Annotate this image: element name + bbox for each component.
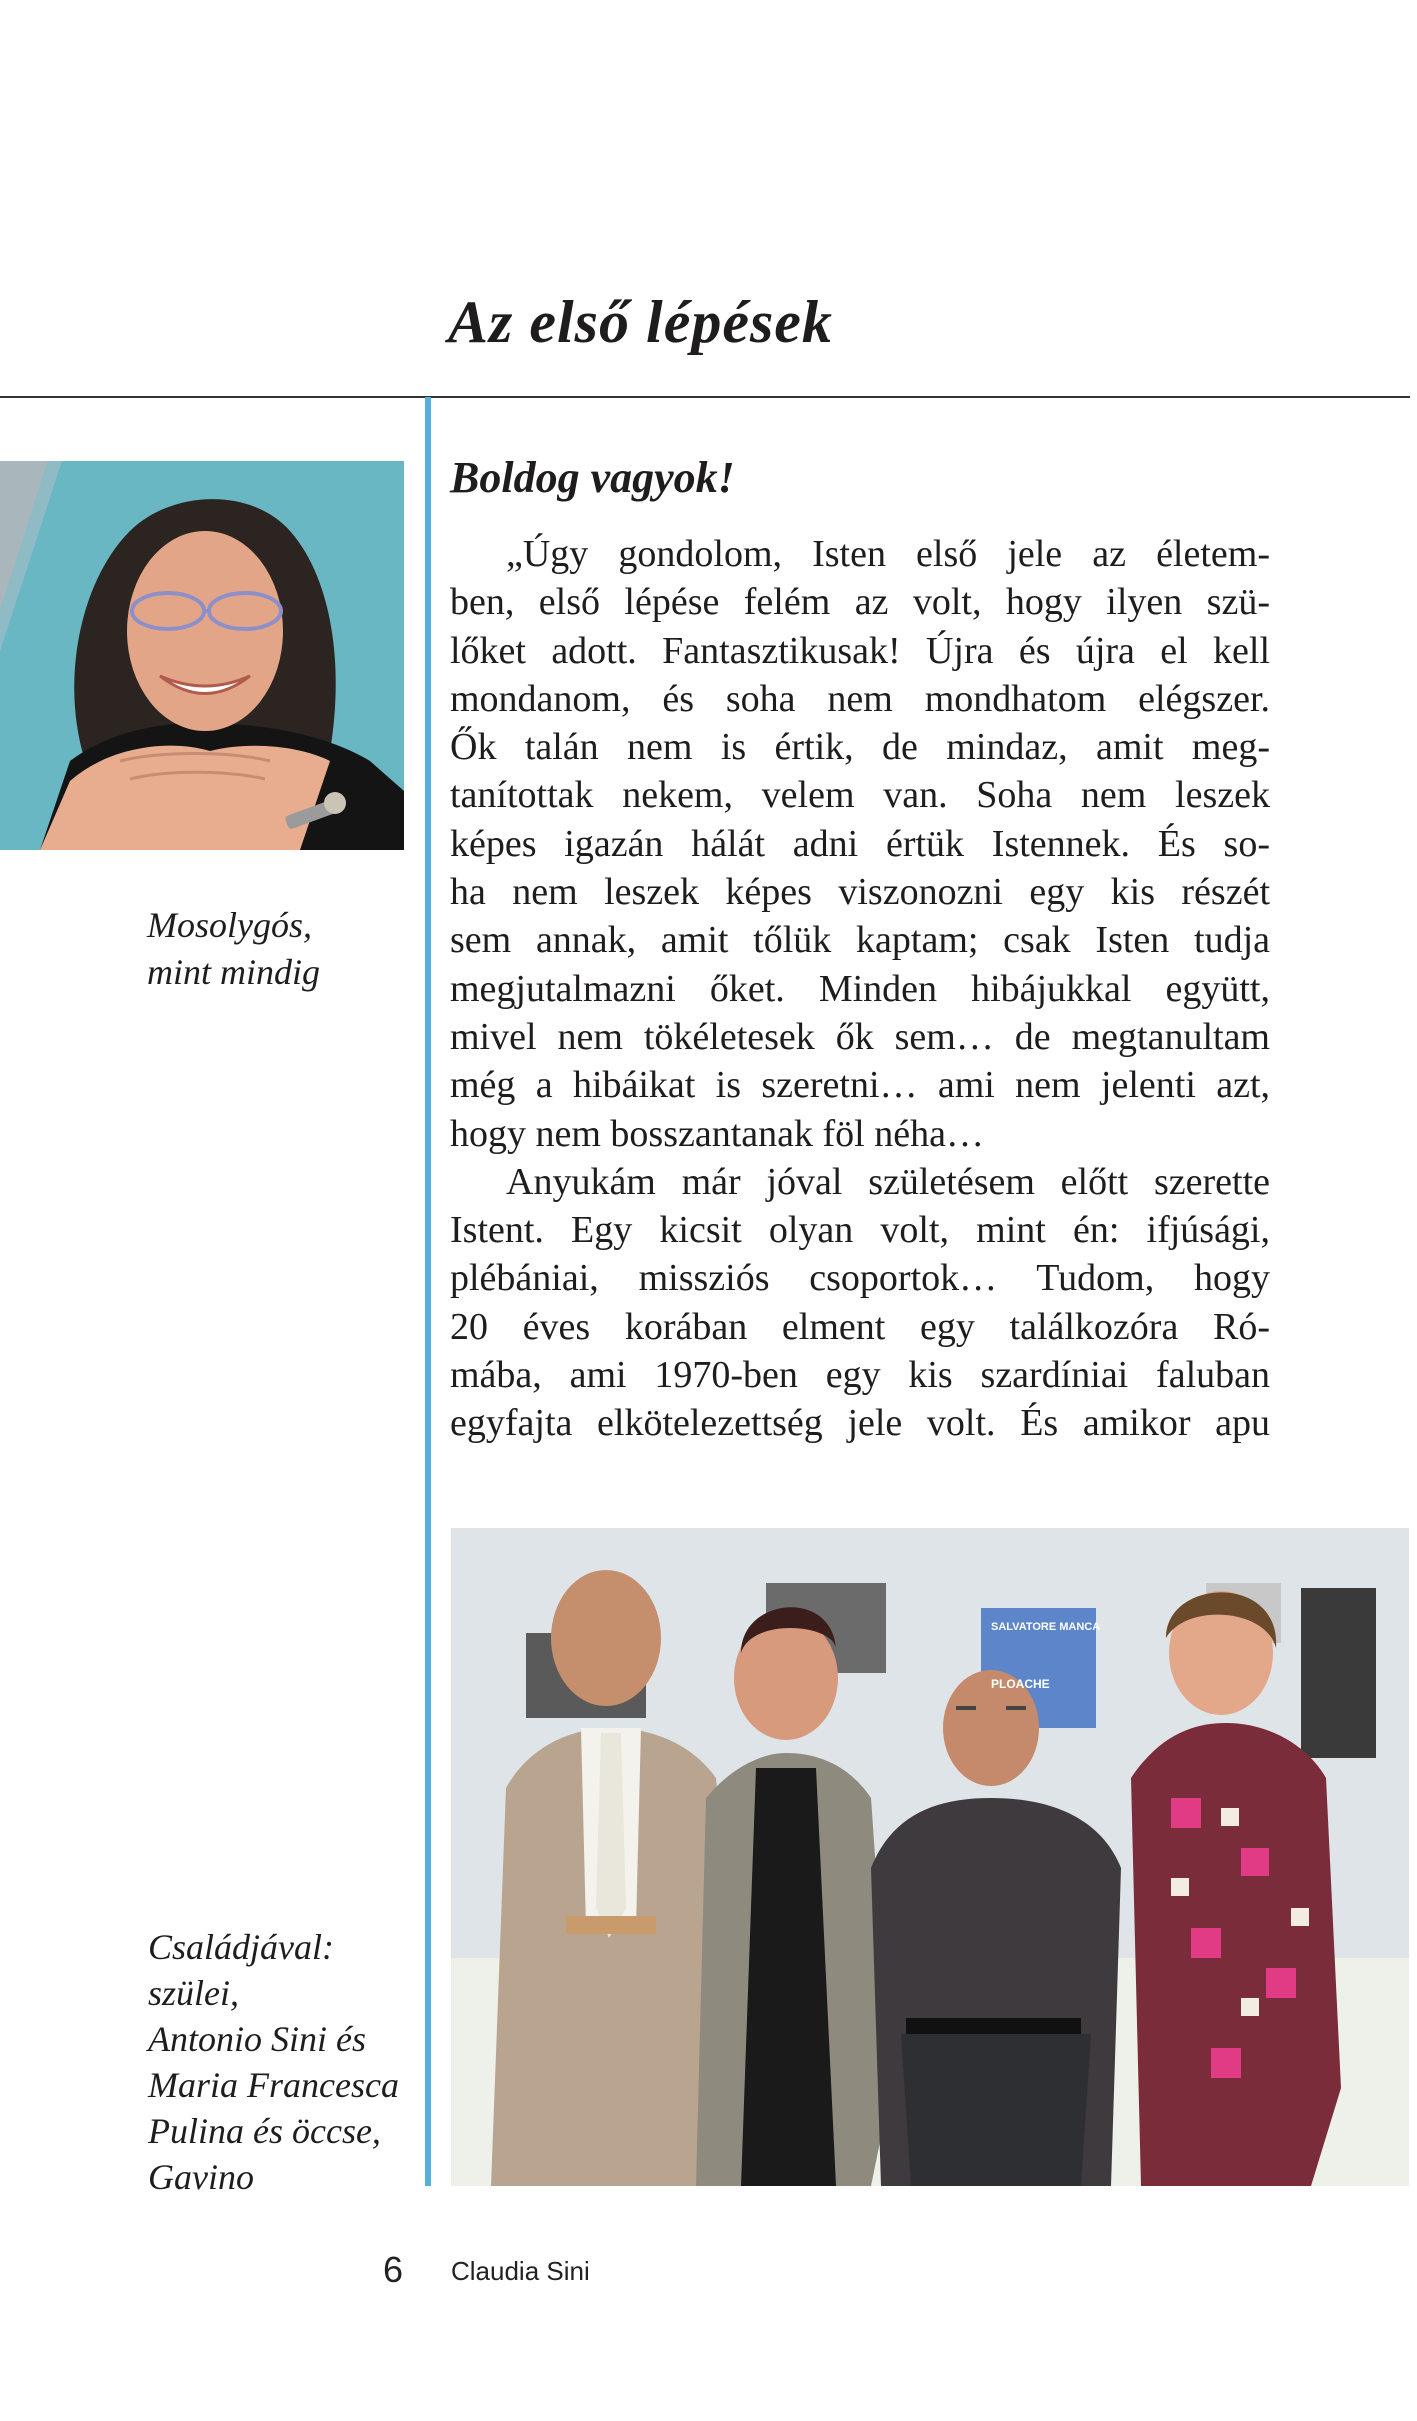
text-line: Ők talán nem is értik, de mindaz, amit meg- xyxy=(450,726,1270,769)
caption-line: Mosolygós, xyxy=(147,905,312,945)
portrait-photo xyxy=(0,461,404,850)
text-line: 20 éves korában elment egy találkozóra Ró- xyxy=(450,1305,1270,1348)
text-line: plébániai, missziós csoportok… Tudom, hogy xyxy=(450,1257,1270,1300)
poster-title: SALVATORE MANCA xyxy=(991,1621,1101,1633)
text-line: mába, ami 1970-ben egy kis szardíniai faluban xyxy=(450,1354,1270,1397)
text-line: ben, első lépése felém az volt, hogy ilyen szü- xyxy=(450,581,1270,624)
caption-line: Családjával: xyxy=(148,1927,334,1967)
poster-footer: PLOACHE xyxy=(991,1677,1050,1691)
text-line: sem annak, amit tőlük kaptam; csak Isten tudja xyxy=(450,919,1270,962)
text-line: tanítottak nekem, velem van. Soha nem leszek xyxy=(450,774,1270,817)
caption-line: Antonio Sini és xyxy=(148,2019,366,2059)
chapter-title: Az első lépések xyxy=(448,289,833,355)
margin-accent-rule xyxy=(425,397,431,2186)
text-line: „Úgy gondolom, Isten első jele az életem- xyxy=(506,533,1270,575)
text-line: ha nem leszek képes viszonozni egy kis részét xyxy=(450,871,1270,914)
body-text xyxy=(450,530,1270,1448)
text-line: még a hibáikat is szeretni… ami nem jelenti azt, xyxy=(450,1064,1270,1107)
page-number: 6 xyxy=(383,2249,404,2290)
text-line: mivel nem tökéletesek ők sem… de megtanultam xyxy=(450,1015,1270,1058)
text-line: egyfajta elkötelezettség jele volt. És amikor apu xyxy=(450,1402,1270,1445)
caption-line: Maria Francesca xyxy=(148,2065,399,2105)
wall-picture xyxy=(1301,1588,1376,1758)
running-footer-author: Claudia Sini xyxy=(451,2256,590,2286)
caption-line: Gavino xyxy=(148,2157,254,2197)
text-line: képes igazán hálát adni értük Istennek. És so- xyxy=(450,822,1270,865)
paragraph xyxy=(450,530,1270,1158)
caption-line: szülei, xyxy=(148,1973,240,2013)
portrait-caption xyxy=(147,902,320,996)
family-photo xyxy=(451,1528,1409,2186)
family-illustration xyxy=(451,1528,1409,2186)
family-caption xyxy=(148,1924,399,2200)
caption-line: Pulina és öccse, xyxy=(148,2111,381,2151)
caption-line: mint mindig xyxy=(147,952,321,992)
portrait-illustration xyxy=(0,461,404,850)
section-heading: Boldog vagyok! xyxy=(450,453,735,502)
header-rule xyxy=(0,396,1410,398)
paragraph xyxy=(450,1158,1270,1448)
text-line: hogy nem bosszantanak föl néha… xyxy=(450,1112,984,1155)
text-line: Istent. Egy kicsit olyan volt, mint én: ifjúsági, xyxy=(450,1209,1270,1252)
text-line: mondanom, és soha nem mondhatom elégszer. xyxy=(450,677,1270,720)
text-line: lőket adott. Fantasztikusak! Újra és újra el kell xyxy=(450,629,1270,672)
text-line: megjutalmazni őket. Minden hibájukkal együtt, xyxy=(450,967,1270,1010)
text-line: Anyukám már jóval születésem előtt szerette xyxy=(506,1160,1270,1203)
